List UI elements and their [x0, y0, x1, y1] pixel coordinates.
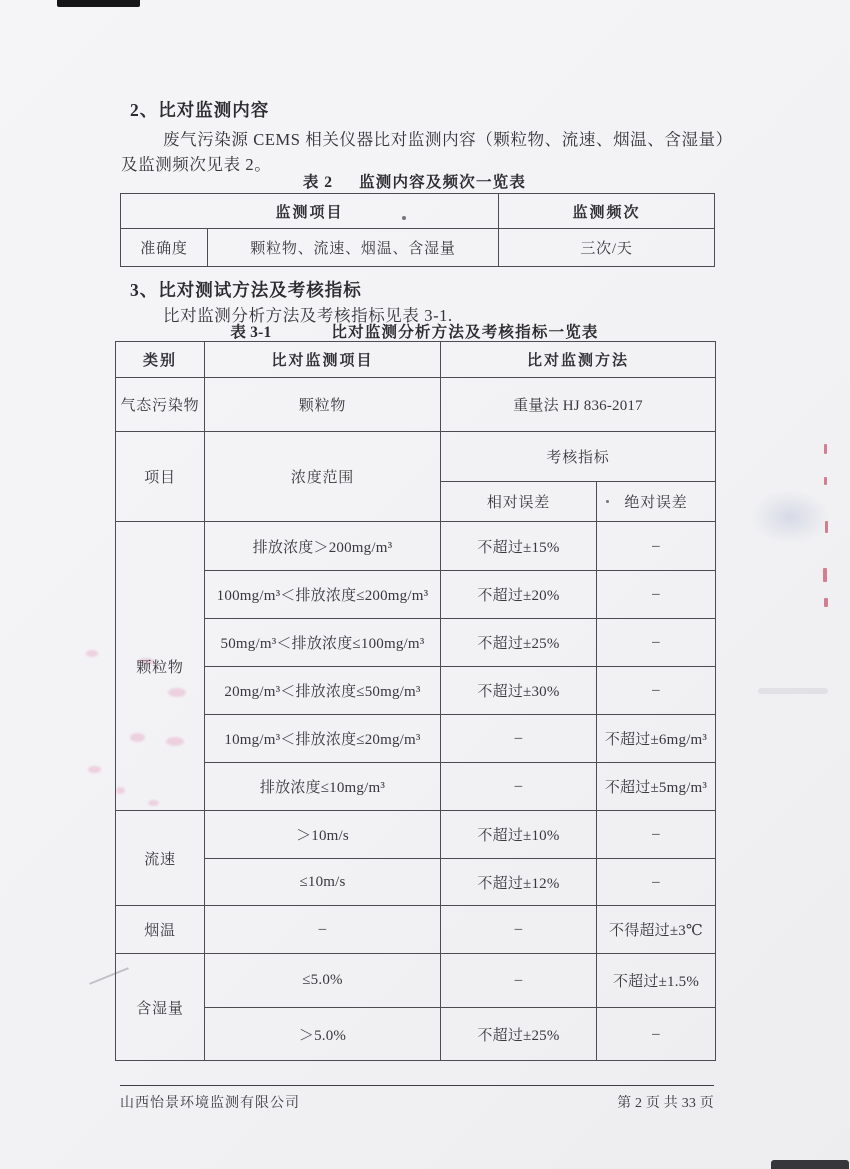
cell-range: 20mg/m³＜排放浓度≤50mg/m³ — [205, 667, 441, 715]
table-row — [121, 194, 715, 229]
cell-range: 10mg/m³＜排放浓度≤20mg/m³ — [205, 715, 441, 763]
cell-absolute-error: – — [597, 522, 716, 571]
table-row — [116, 715, 716, 763]
table-3-1-caption-title: 比对监测分析方法及考核指标一览表 — [331, 324, 599, 341]
cell-range-label: 浓度范围 — [205, 432, 441, 522]
cell-absolute-error: – — [597, 667, 716, 715]
table-row — [116, 859, 716, 906]
cell-range: 50mg/m³＜排放浓度≤100mg/m³ — [205, 619, 441, 667]
red-bleed-tick — [824, 598, 828, 607]
cell-item: 颗粒物 — [205, 378, 441, 432]
cell-range: ＞10m/s — [205, 811, 441, 859]
cell-absolute-error: 不得超过±3℃ — [597, 906, 716, 954]
table-row — [116, 763, 716, 811]
scan-edge-mark-bottom — [771, 1160, 849, 1169]
table-2-caption-title: 监测内容及频次一览表 — [359, 174, 527, 191]
page-footer — [120, 1085, 714, 1112]
table-row — [116, 667, 716, 715]
table-row — [116, 1008, 716, 1061]
cell-range: 100mg/m³＜排放浓度≤200mg/m³ — [205, 571, 441, 619]
table-row — [121, 229, 715, 267]
cell-absolute-error: 不超过±1.5% — [597, 954, 716, 1008]
cell-group-moisture-content: 含湿量 — [116, 954, 205, 1061]
cell-absolute-error: – — [597, 811, 716, 859]
cell-method: 重量法 HJ 836-2017 — [441, 378, 716, 432]
section-2-paragraph-line-1: 废气污染源 CEMS 相关仪器比对监测内容（颗粒物、流速、烟温、含湿量） — [163, 130, 733, 149]
cell-group-flue-temperature: 烟温 — [116, 906, 205, 954]
cell-group-particulate: 颗粒物 — [116, 522, 205, 811]
table-3-1-caption — [115, 320, 714, 342]
table-row — [116, 954, 716, 1008]
cell-relative-error: 不超过±10% — [441, 811, 597, 859]
footer-page-number: 第 2 页 共 33 页 — [617, 1096, 714, 1111]
footer-company-name: 山西怡景环境监测有限公司 — [120, 1096, 300, 1111]
cell-range: 排放浓度＞200mg/m³ — [205, 522, 441, 571]
header-cell-category: 类别 — [116, 342, 205, 378]
cell-absolute-error: 不超过±6mg/m³ — [597, 715, 716, 763]
scan-streak — [758, 688, 828, 694]
table-row — [116, 571, 716, 619]
cell-relative-error: 不超过±25% — [441, 619, 597, 667]
cell-range: ≤5.0% — [205, 954, 441, 1008]
cell-relative-error: 不超过±30% — [441, 667, 597, 715]
section-3-paragraph: 比对监测分析方法及考核指标见表 3-1. — [163, 306, 453, 325]
cell-index-label: 考核指标 — [441, 432, 716, 482]
section-2-heading: 2、比对监测内容 — [130, 100, 270, 120]
table-2-caption-label: 表 2 — [302, 174, 334, 191]
header-cell-method: 比对监测方法 — [441, 342, 716, 378]
ink-bleed-mark — [88, 766, 101, 773]
scan-edge-mark-top — [57, 0, 140, 7]
header-cell-item: 比对监测项目 — [205, 342, 441, 378]
cell-absolute-error: – — [597, 1008, 716, 1061]
cell-frequency: 三次/天 — [499, 229, 715, 267]
cell-category: 气态污染物 — [116, 378, 205, 432]
table-row — [116, 378, 716, 432]
table-row — [116, 811, 716, 859]
cell-relative-error: – — [441, 906, 597, 954]
cell-range: ＞5.0% — [205, 1008, 441, 1061]
cell-relative-error: 不超过±12% — [441, 859, 597, 906]
cell-range: ≤10m/s — [205, 859, 441, 906]
cell-absolute-error: – — [597, 619, 716, 667]
cell-relative-error: 不超过±25% — [441, 1008, 597, 1061]
cell-category: 准确度 — [121, 229, 208, 267]
cell-absolute-error-label: 绝对误差 — [597, 482, 716, 522]
cell-relative-error: – — [441, 763, 597, 811]
section-2-paragraph-line-2: 及监测频次见表 2。 — [121, 155, 272, 174]
cell-absolute-error: – — [597, 859, 716, 906]
table-row — [116, 342, 716, 378]
cell-range: 排放浓度≤10mg/m³ — [205, 763, 441, 811]
cell-absolute-error: – — [597, 571, 716, 619]
ink-bleed-mark — [86, 650, 98, 657]
header-cell-item: 监测项目 — [121, 194, 499, 229]
cell-category: 项目 — [116, 432, 205, 522]
table-2-caption — [115, 170, 714, 192]
red-bleed-tick — [823, 568, 827, 582]
cell-relative-error: 不超过±20% — [441, 571, 597, 619]
red-bleed-tick — [824, 444, 827, 454]
table-3-1-methods-indicators — [115, 341, 716, 1061]
table-3-1-caption-label: 表 3-1 — [230, 324, 272, 341]
table-row — [116, 432, 716, 482]
section-3-heading: 3、比对测试方法及考核指标 — [130, 280, 362, 300]
cell-relative-error: – — [441, 954, 597, 1008]
table-row — [116, 619, 716, 667]
table-row — [116, 522, 716, 571]
red-bleed-tick — [825, 521, 828, 533]
cell-range: – — [205, 906, 441, 954]
cell-items: 颗粒物、流速、烟温、含湿量 — [208, 229, 499, 267]
scan-smudge — [750, 490, 830, 544]
cell-relative-error: – — [441, 715, 597, 763]
table-row — [116, 906, 716, 954]
red-bleed-tick — [824, 477, 827, 485]
cell-group-flow-velocity: 流速 — [116, 811, 205, 906]
header-cell-frequency: 监测频次 — [499, 194, 715, 229]
cell-relative-error-label: 相对误差 — [441, 482, 597, 522]
table-2-monitoring-content — [120, 193, 715, 267]
cell-relative-error: 不超过±15% — [441, 522, 597, 571]
cell-absolute-error: 不超过±5mg/m³ — [597, 763, 716, 811]
